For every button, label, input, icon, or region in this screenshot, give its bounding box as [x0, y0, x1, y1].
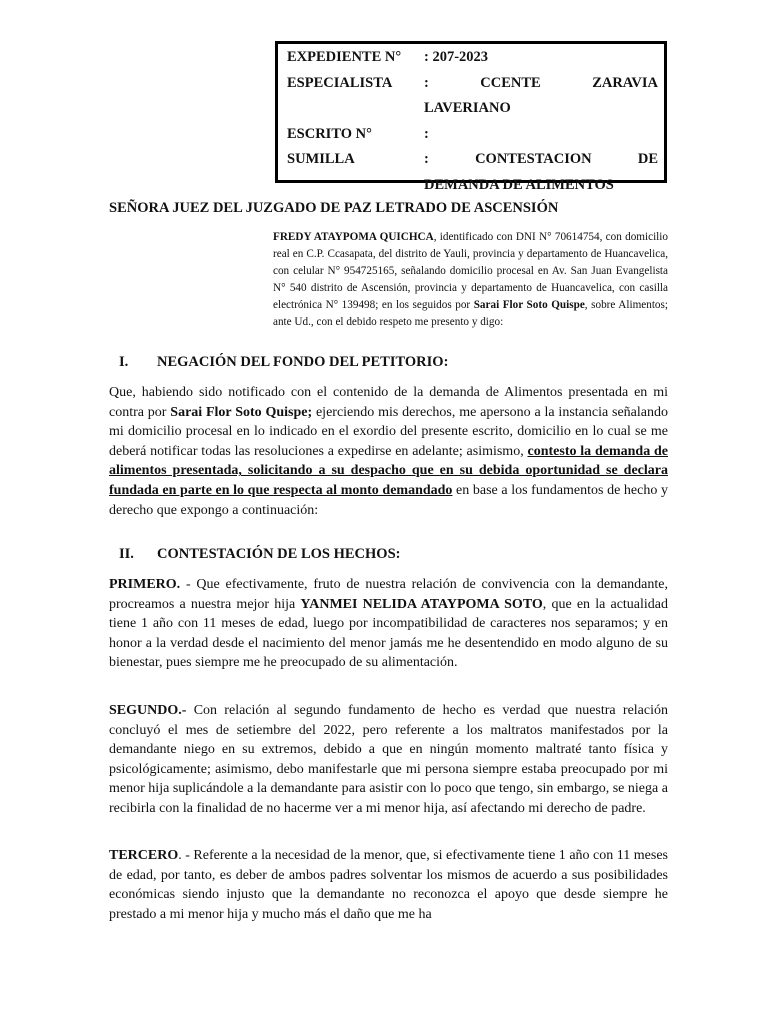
especialista-label: ESPECIALISTA	[287, 74, 393, 91]
section-title: CONTESTACIÓN DE LOS HECHOS:	[157, 546, 401, 562]
section-heading-hechos	[119, 546, 669, 563]
escrito-row	[287, 122, 658, 148]
defendant-name: FREDY ATAYPOMA QUICHCA	[273, 231, 434, 243]
segundo-label: SEGUNDO.-	[109, 703, 187, 718]
paragraph-text: Que, habiendo sido notificado con el contenido de la demanda de Alimentos presentada en mi contra por	[109, 385, 668, 420]
tercero-label: TERCERO	[109, 848, 179, 863]
section-number: II.	[119, 546, 134, 562]
escrito-value: :	[424, 125, 429, 142]
primero-label: PRIMERO.	[109, 577, 181, 592]
especialista-value-continued: LAVERIANO	[424, 100, 511, 116]
child-name: YANMEI NELIDA ATAYPOMA SOTO	[300, 596, 543, 612]
sumilla-label: SUMILLA	[287, 151, 355, 167]
intro-paragraph	[273, 229, 668, 331]
segundo-paragraph	[109, 701, 668, 819]
especialista-value: : CCENTE ZARAVIA	[424, 74, 658, 91]
section-number: I.	[119, 354, 129, 370]
paragraph-text: ejerciendo mis derechos, me apersono a la instancia señalando mi domicilio procesal en lo indicado en el exordio del presente escrito, domicilio en lo cual se me deberá notificar todas las resoluciones a expedirse en adelante; asimismo,	[109, 404, 668, 459]
intro-text-end: , sobre Alimentos; ante Ud., con el debido respeto me presento y digo:	[273, 299, 668, 328]
paragraph-text: , que en la actualidad tiene 1 año con 11 meses de edad, luego por incompatibilidad de caracteres nos separamos; y en honor a la verdad desde el nacimiento del menor jamás me he desentendido en modo alguno de su bienestar, pues siempre me he preocupado de su alimentación.	[109, 596, 668, 671]
intro-text: , identificado con DNI N° 70614754, con domicilio real en C.P. Ccasapata, del distrito de Yauli, provincia y departamento de Huancavelica, con celular N° 954725165, señalando domicilio procesal en Av. San Juan Evangelista N° 540 distrito de Ascensión, provincia y departamento de Huancavelica, con casilla electrónica N° 139498; en los seguidos por	[273, 231, 668, 311]
escrito-label: ESCRITO N°	[287, 125, 372, 142]
petitorio-paragraph	[109, 383, 668, 520]
sumilla-value: : CONTESTACION DE	[424, 151, 658, 167]
expediente-label: EXPEDIENTE N°	[287, 49, 402, 65]
primero-paragraph	[109, 575, 668, 673]
plaintiff-name: Sarai Flor Soto Quispe;	[170, 404, 313, 420]
tercero-paragraph	[109, 846, 668, 925]
court-heading: SEÑORA JUEZ DEL JUZGADO DE PAZ LETRADO DE ASCENSIÓN	[109, 200, 559, 216]
sumilla-row	[287, 147, 658, 173]
paragraph-text: Con relación al segundo fundamento de hecho es verdad que nuestra relación concluyó el mes de setiembre del 2022, pero referente a los maltratos manifestados por la demandante niego en su extremos, debido a que en ningún momento maltraté tanto física y psicológicamente; asimismo, debo manifestarle que mi persona siempre estaba preocupado por mi menor hija suplicándole a la demandante para asistir con lo poco que tengo, sin embargo, se niega a recibirla con la finalidad de no hacerme ver a mi menor hija, así afectando mi derecho de padre.	[109, 703, 668, 816]
section-heading-petitorio	[119, 354, 669, 371]
sumilla-value-continued: DEMANDA DE ALIMENTOS	[424, 176, 614, 193]
paragraph-text: en base a los fundamentos de hecho y derecho que expongo a continuación:	[109, 482, 668, 518]
expediente-row	[287, 45, 658, 71]
paragraph-text: - Que efectivamente, fruto de nuestra relación de convivencia con la demandante, procreamos a nuestra mejor hija	[109, 577, 668, 612]
section-title: NEGACIÓN DEL FONDO DEL PETITORIO:	[157, 354, 449, 370]
case-header-box	[275, 41, 667, 193]
especialista-row	[287, 71, 658, 97]
plaintiff-name: Sarai Flor Soto Quispe	[473, 299, 585, 311]
expediente-value: : 207-2023	[424, 49, 489, 65]
underlined-request: contesto la demanda de alimentos presentada, solicitando a su despacho que en su debida oportunidad se declara fundada en parte en lo que respecta al monto demandado	[109, 443, 668, 498]
paragraph-text: . - Referente a la necesidad de la menor, que, si efectivamente tiene 1 año con 11 meses de edad, por tanto, es deber de ambos padres solventar los mismos de acuerdo a sus posibilidades económicas siendo injusto que la demandante no reconozca el apoyo que desde siempre he prestado a mi menor hija y mucho más el daño que me ha	[109, 848, 668, 922]
